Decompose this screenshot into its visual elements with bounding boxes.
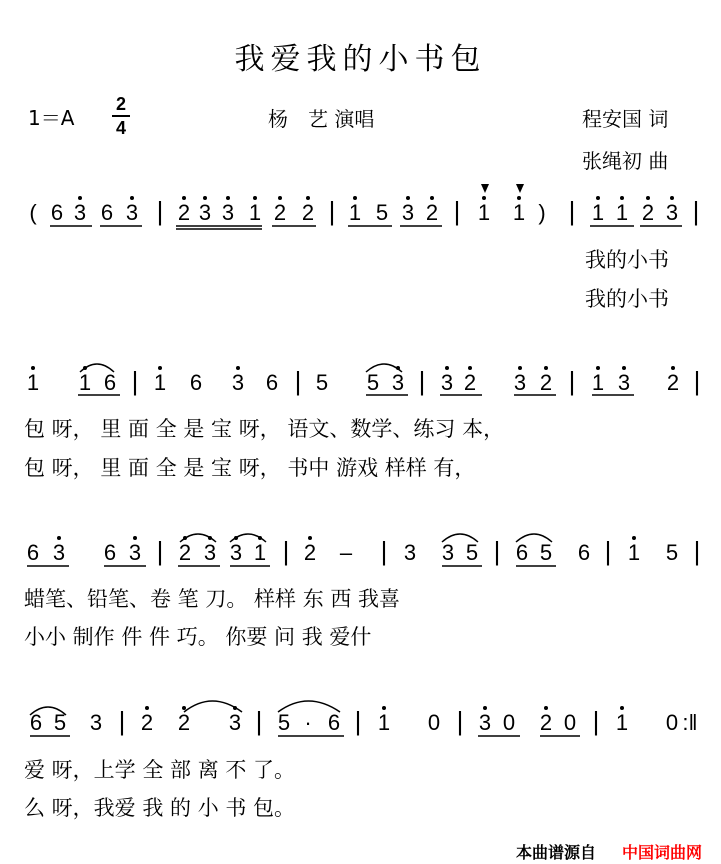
note: 2: [539, 710, 553, 735]
bar-line: |: [328, 196, 336, 226]
octave-dot: [544, 366, 548, 370]
bar-line: |: [693, 536, 701, 566]
octave-dot: [258, 536, 262, 540]
octave-dot: [234, 536, 238, 540]
octave-dot: [233, 706, 237, 710]
octave-dot: [620, 196, 624, 200]
note: 3: [228, 710, 242, 735]
note: 3: [440, 370, 454, 395]
octave-dot: [482, 196, 486, 200]
octave-dot: [518, 366, 522, 370]
lyric-row4-verse2: 么 呀，我爱 我 的 小 书 包。: [24, 796, 296, 820]
note: 3: [198, 200, 212, 225]
bar-line: |: [118, 706, 126, 736]
bar-line: |: [354, 706, 362, 736]
note: 2: [177, 710, 191, 735]
note: 3: [221, 200, 235, 225]
time-signature-top: 2: [115, 94, 126, 114]
note: 3: [52, 540, 66, 565]
note: 2: [140, 710, 154, 735]
octave-dot: [130, 196, 134, 200]
note: :‖: [682, 710, 698, 735]
octave-dot: [671, 366, 675, 370]
lyric-row3-verse1: 蜡笔、铅笔、卷 笔 刀。 样样 东 西 我喜: [24, 587, 401, 611]
lyricist-credit: 程安国 词: [582, 107, 669, 131]
note: 2: [178, 540, 192, 565]
octave-dot: [406, 196, 410, 200]
lyric-intro-verse2: 我的小书: [585, 287, 669, 311]
note: 1: [78, 370, 92, 395]
bar-line: |: [418, 366, 426, 396]
song-title: 我爱我的小书包: [234, 42, 487, 77]
octave-dot: [353, 196, 357, 200]
note: 1: [248, 200, 262, 225]
note: 3: [231, 370, 245, 395]
note: 5: [53, 710, 67, 735]
note: 3: [73, 200, 87, 225]
lyric-intro-verse1: 我的小书: [585, 248, 669, 272]
octave-dot: [236, 366, 240, 370]
octave-dot: [596, 366, 600, 370]
octave-dot: [182, 196, 186, 200]
bar-line: |: [568, 366, 576, 396]
octave-dot: [396, 366, 400, 370]
note: 2: [463, 370, 477, 395]
note: 5: [315, 370, 329, 395]
note: 1: [615, 200, 629, 225]
note: 1: [615, 710, 629, 735]
footer-source-label: 本曲谱源自: [516, 843, 597, 862]
note: 6: [26, 540, 40, 565]
note: 0: [665, 710, 679, 735]
note: 3: [125, 200, 139, 225]
note: 2: [539, 370, 553, 395]
note: 3: [617, 370, 631, 395]
bar-line: |: [692, 196, 700, 226]
note: 0: [502, 710, 516, 735]
note: –: [339, 540, 353, 565]
octave-dot: [445, 366, 449, 370]
note: 0: [427, 710, 441, 735]
octave-dot: [620, 706, 624, 710]
octave-dot: [596, 196, 600, 200]
octave-dot: [208, 536, 212, 540]
bar-line: |: [255, 706, 263, 736]
octave-dot: [517, 196, 521, 200]
note: 5: [366, 370, 380, 395]
octave-dot: [483, 706, 487, 710]
note: 5: [539, 540, 553, 565]
note: 1: [591, 200, 605, 225]
octave-dot: [622, 366, 626, 370]
octave-dot: [203, 196, 207, 200]
note: 1: [512, 200, 526, 225]
note: 2: [425, 200, 439, 225]
bar-line: |: [604, 536, 612, 566]
bar-line: |: [282, 536, 290, 566]
note: 3: [391, 370, 405, 395]
note: 6: [50, 200, 64, 225]
note: 1: [627, 540, 641, 565]
row1-decorations: [50, 184, 682, 229]
bar-line: |: [156, 196, 164, 226]
note: ·: [304, 710, 312, 735]
note: 3: [128, 540, 142, 565]
note: 6: [577, 540, 591, 565]
bar-line: |: [493, 536, 501, 566]
note: 2: [301, 200, 315, 225]
note: 1: [348, 200, 362, 225]
octave-dot: [468, 366, 472, 370]
octave-dot: [57, 536, 61, 540]
octave-dot: [646, 196, 650, 200]
note: 2: [641, 200, 655, 225]
note: 3: [478, 710, 492, 735]
bar-line: |: [131, 366, 139, 396]
note: (: [29, 200, 37, 225]
note: 6: [265, 370, 279, 395]
octave-dot: [632, 536, 636, 540]
octave-dot: [306, 196, 310, 200]
note: 3: [513, 370, 527, 395]
octave-dot: [31, 366, 35, 370]
bar-line: |: [294, 366, 302, 396]
bar-line: |: [453, 196, 461, 226]
accent-mark: [481, 184, 489, 193]
note: 6: [100, 200, 114, 225]
note: 3: [441, 540, 455, 565]
composer-credit: 张绳初 曲: [582, 149, 669, 173]
octave-dot: [83, 366, 87, 370]
note: 1: [26, 370, 40, 395]
bar-line: |: [456, 706, 464, 736]
note: 5: [375, 200, 389, 225]
octave-dot: [226, 196, 230, 200]
octave-dot: [670, 196, 674, 200]
note: 6: [515, 540, 529, 565]
bar-line: |: [568, 196, 576, 226]
octave-dot: [183, 536, 187, 540]
note: 5: [465, 540, 479, 565]
bar-line: |: [592, 706, 600, 736]
note: 2: [666, 370, 680, 395]
bar-line: |: [380, 536, 388, 566]
note: 6: [189, 370, 203, 395]
note: 3: [203, 540, 217, 565]
note: 6: [103, 370, 117, 395]
octave-dot: [145, 706, 149, 710]
note: 5: [665, 540, 679, 565]
note: 2: [303, 540, 317, 565]
note: 6: [29, 710, 43, 735]
octave-dot: [253, 196, 257, 200]
note: 1: [377, 710, 391, 735]
note: 3: [229, 540, 243, 565]
note: 3: [89, 710, 103, 735]
bar-line: |: [693, 366, 701, 396]
octave-dot: [382, 706, 386, 710]
octave-dot: [430, 196, 434, 200]
note: 5: [277, 710, 291, 735]
key-signature: 1＝A: [28, 106, 75, 130]
octave-dot: [182, 706, 186, 710]
accent-mark: [516, 184, 524, 193]
octave-dot: [308, 536, 312, 540]
bar-line: |: [156, 536, 164, 566]
note: 6: [103, 540, 117, 565]
octave-dot: [133, 536, 137, 540]
note: 0: [563, 710, 577, 735]
note: 2: [177, 200, 191, 225]
note: 2: [273, 200, 287, 225]
lyric-row2-verse2: 包 呀， 里 面 全 是 宝 呀， 书中 游戏 样样 有，: [24, 456, 476, 480]
note: 6: [327, 710, 341, 735]
lyric-row2-verse1: 包 呀， 里 面 全 是 宝 呀， 语文、数学、练习 本，: [24, 417, 505, 441]
octave-dot: [158, 366, 162, 370]
time-signature-bottom: 4: [115, 118, 126, 138]
octave-dot: [278, 196, 282, 200]
octave-dot: [544, 706, 548, 710]
note: ): [538, 200, 546, 225]
octave-dot: [78, 196, 82, 200]
singer-credit: 杨 艺 演唱: [268, 107, 375, 131]
note: 1: [253, 540, 267, 565]
note: 1: [591, 370, 605, 395]
lyric-row4-verse1: 爱 呀，上学 全 部 离 不 了。: [24, 758, 296, 782]
note: 1: [153, 370, 167, 395]
lyric-row3-verse2: 小小 制作 件 件 巧。 你要 问 我 爱什: [24, 625, 372, 649]
note: 1: [477, 200, 491, 225]
note: 3: [401, 200, 415, 225]
footer-site-link[interactable]: 中国词曲网: [622, 843, 703, 862]
note: 3: [403, 540, 417, 565]
note: 3: [665, 200, 679, 225]
